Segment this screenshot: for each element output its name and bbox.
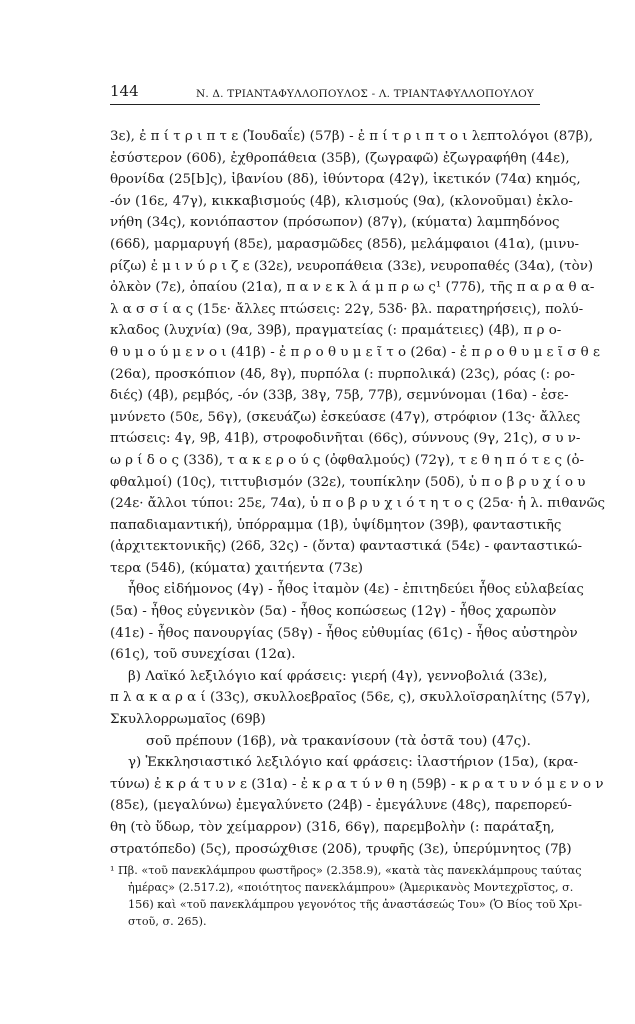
text-line: (24ε· ἄλλοι τύποι: 25ε, 74α), ὑ π ο β ρ υ χ ι ό τ η τ ο ς (25α· ἡ λ. πιθανῶς bbox=[110, 496, 606, 512]
text-line: θ υ μ ο ύ μ ε ν ο ι (41β) - ἐ π ρ ο θ υ μ ε ῖ τ ο (26α) - ἐ π ρ ο θ υ μ ε ῖ σ θ ε bbox=[110, 344, 600, 360]
text-line: ω ρ ί δ ο ς (33δ), τ α κ ε ρ ο ύ ς (ὀφθαλμούς) (72γ), τ ε θ η π ό τ ε ς (ὀ- bbox=[110, 452, 585, 468]
footnote-line: ἡμέρας» (2.517.2), «ποιότητος πανεκλάμπρου» (Ἀμερικανὸς Μοντεχρῖστος, σ. bbox=[128, 881, 574, 894]
text-line: π λ α κ α ρ α ί (33ς), σκυλλοεβραῖος (56ε, ς), σκυλλοϊσραηλίτης (57γ), bbox=[110, 690, 591, 706]
text-line: νήθη (34ς), κονιόπαστον (πρόσωπον) (87γ), (κύματα) λαμπηδόνος bbox=[110, 215, 560, 231]
text-line: ὀλκὸν (7ε), ὀπαίου (21α), π α ν ε κ λ ά μ π ρ ω ς¹ (77δ), τῆς π α ρ α θ α- bbox=[110, 280, 595, 296]
text-line: κλαδος (λυχνία) (9α, 39β), πραγματείας (: πραμάτειες) (4β), π ρ ο- bbox=[110, 323, 562, 339]
text-line: (85ε), (μεγαλύνω) ἐμεγαλύνετο (24β) - ἐμεγάλυνε (48ς), παρεπορεύ- bbox=[110, 798, 572, 814]
text-line: παπαδιαμαντική), ὑπόρραμμα (1β), ὑψίδμητον (39β), φανταστικῆς bbox=[110, 517, 562, 533]
main-text bbox=[110, 126, 606, 860]
text-line: φθαλμοί) (10ς), τιττυβισμόν (32ε), τουπίκλην (50δ), ὑ π ο β ρ υ χ ί ο υ bbox=[110, 474, 586, 490]
section-c-heading: γ) Ἐκκλησιαστικό λεξιλόγιο καί φράσεις: ἱλαστήριον (15α), (κρα- bbox=[128, 755, 579, 771]
text-line: στρατόπεδο) (5ς), προσώχθισε (20δ), τρυφῆς (3ε), ὑπερύμνητος (7β) bbox=[110, 841, 572, 857]
running-head: Ν. Δ. ΤΡΙΑΝΤΑΦΥΛΛΟΠΟΥΛΟΣ - Λ. ΤΡΙΑΝΤΑΦΥΛΛΟΠΟΥΛΟΥ bbox=[195, 88, 535, 100]
text-line: (26α), προσκόπιον (4δ, 8γ), πυρπόλα (: πυρπολικά) (23ς), ρόας (: ρο- bbox=[110, 366, 575, 382]
text-line: -όν (16ε, 47γ), κικκαβισμούς (4β), κλισμούς (9α), (κλονοῦμαι) ἐκλο- bbox=[110, 193, 573, 209]
text-line: σοῦ πρέπουν (16β), νὰ τρακανίσουν (τὰ ὀστᾶ του) (47ς). bbox=[146, 733, 531, 749]
footnote-line: στοῦ, σ. 265). bbox=[128, 915, 207, 928]
text-line: 3ε), ἐ π ί τ ρ ι π τ ε (Ἰουδαΐε) (57β) - ἐ π ί τ ρ ι π τ ο ι λεπτολόγοι (87β), bbox=[110, 129, 594, 144]
text-line: θη (τὸ ὕδωρ, τὸν χείμαρρον) (31δ, 66γ), παρεμβολὴν (: παράταξη, bbox=[110, 820, 555, 835]
text-line: ἐσύστερον (60δ), ἐχθροπάθεια (35β), (ζωγραφῶ) ἐζωγραφήθη (44ε), bbox=[110, 150, 570, 166]
text-line: τύνω) ἐ κ ρ ά τ υ ν ε (31α) - ἐ κ ρ α τ ύ ν θ η (59β) - κ ρ α τ υ ν ό μ ε ν ο ν bbox=[110, 776, 604, 792]
text-line: θρονίδα (25[b]ς), ἰβανίου (8δ), ἰθύντορα (42γ), ἱκετικόν (74α) κημός, bbox=[110, 172, 581, 188]
page-header bbox=[110, 78, 540, 105]
text-line: (5α) - ἦθος εὐγενικὸν (5α) - ἦθος κοπώσεως (12γ) - ἦθος χαρωπὸν bbox=[110, 604, 557, 620]
text-line: λ α σ σ ί α ς (15ε· ἄλλες πτώσεις: 22γ, 53δ· βλ. παρατηρήσεις), πολύ- bbox=[110, 301, 584, 317]
footnote-line: ¹ Πβ. «τοῦ πανεκλάμπρου φωστῆρος» (2.358.9), «κατὰ τὰς πανεκλάμπρους ταύτας bbox=[110, 864, 582, 877]
footnotes bbox=[110, 862, 582, 930]
text-line: μνύνετο (50ε, 56γ), (σκευάζω) ἐσκεύασε (47γ), στρόφιον (13ς· ἄλλες bbox=[110, 409, 581, 425]
text-line: (41ε) - ἦθος πανουργίας (58γ) - ἦθος εὐθυμίας (61ς) - ἦθος αὐστηρὸν bbox=[110, 625, 578, 641]
text-line: ρίζω) ἐ μ ι ν ύ ρ ι ζ ε (32ε), νευροπάθεια (33ε), νευροπαθές (34α), (τὸν) bbox=[110, 258, 594, 274]
footnote-line: 156) καὶ «τοῦ πανεκλάμπρου γεγονότος τῆς ἀναστάσεώς Του» (Ὁ Βίος τοῦ Χρι- bbox=[128, 898, 582, 911]
text-line: (61ς), τοῦ συνεχίσαι (12α). bbox=[110, 647, 296, 663]
text-line: πτώσεις: 4γ, 9β, 41β), στροφοδινῆται (66ς), σύννους (9γ, 21ς), σ υ ν- bbox=[110, 431, 581, 447]
text-line: διές) (4β), ρεμβός, -όν (33β, 38γ, 75β, 77β), σεμνύνομαι (16α) - ἐσε- bbox=[110, 388, 569, 404]
text-line: (ἀρχιτεκτονικῆς) (26δ, 32ς) - (ὄντα) φανταστικά (54ε) - φανταστικώ- bbox=[110, 539, 583, 555]
section-b-heading: β) Λαϊκό λεξιλόγιο καί φράσεις: γιερή (4γ), γεννοβολιά (33ε), bbox=[128, 668, 548, 684]
text-line: (66δ), μαρμαρυγή (85ε), μαρασμῶδες (85δ), μελάμφαιοι (41α), (μινυ- bbox=[110, 236, 580, 252]
text-line: Σκυλλορρωμαῖος (69β) bbox=[110, 712, 266, 728]
text-line: ἦθος εἰδήμονος (4γ) - ἦθος ἰταμὸν (4ε) - ἐπιτηδεύει ἦθος εὐλαβείας bbox=[128, 582, 584, 598]
text-line: τερα (54δ), (κύματα) χαιτήεντα (73ε) bbox=[110, 560, 364, 576]
page-number: 144 bbox=[110, 82, 139, 100]
